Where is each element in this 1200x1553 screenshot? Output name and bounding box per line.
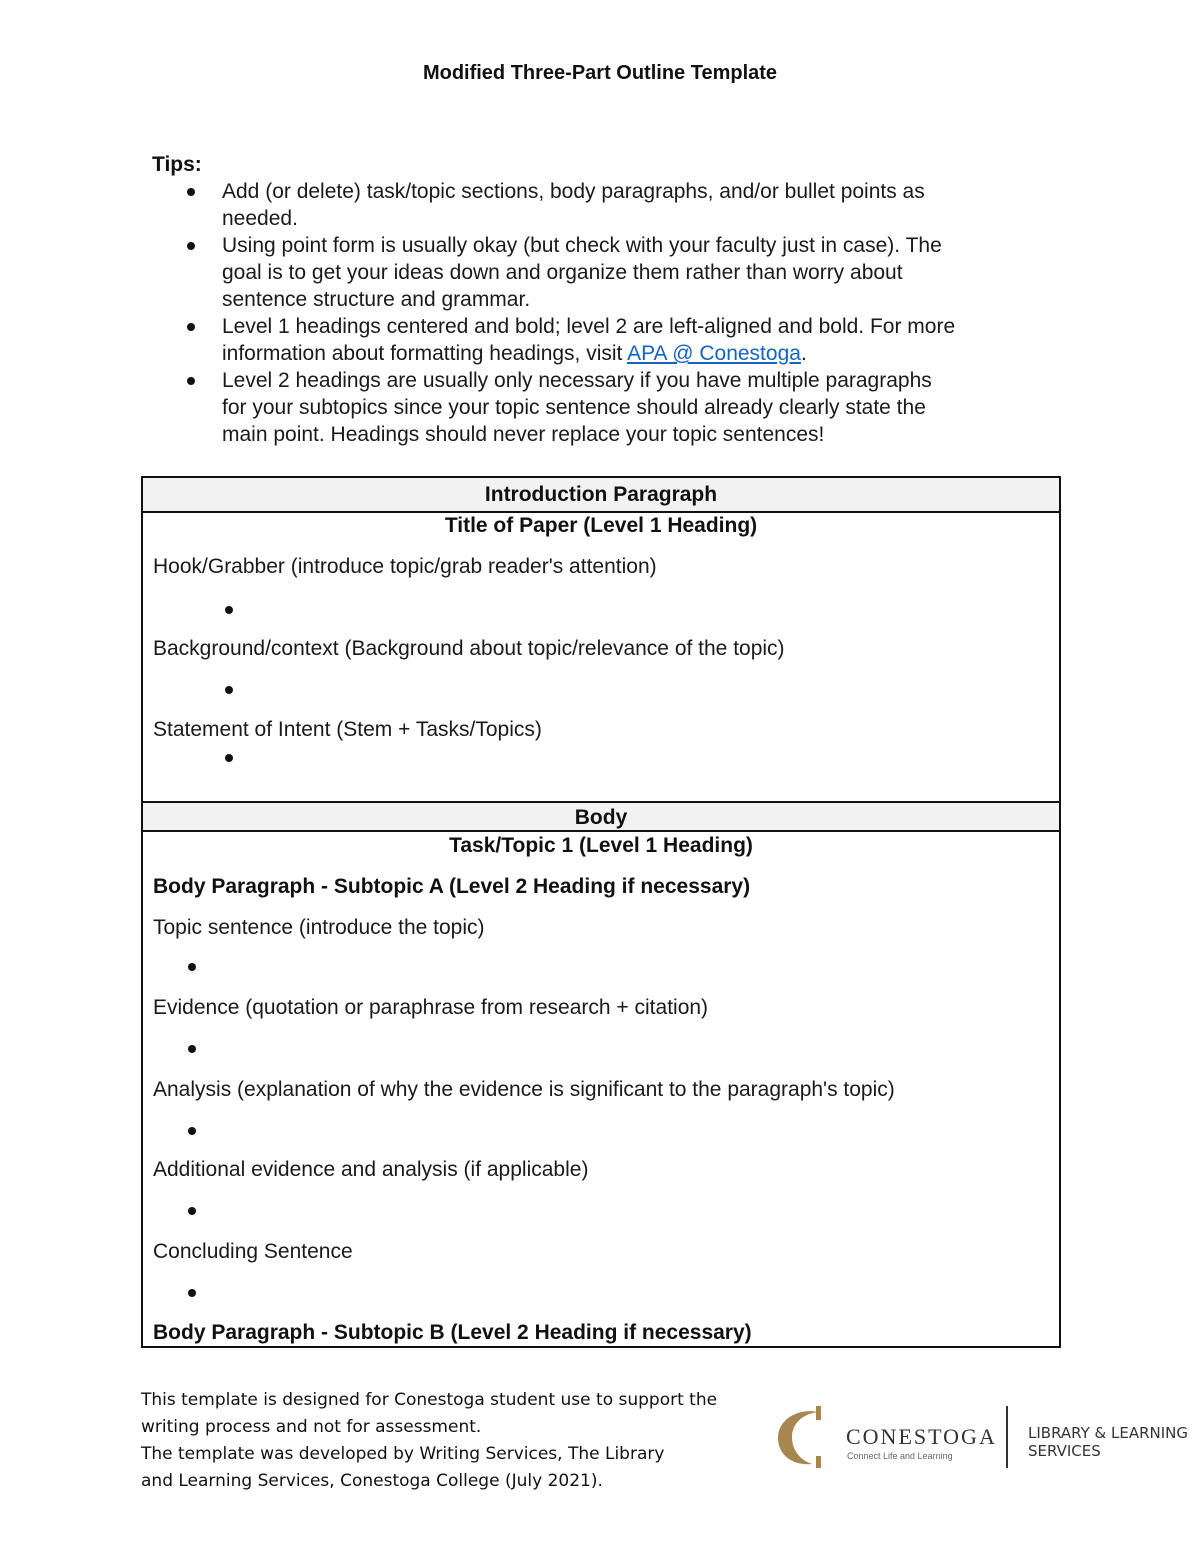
- tip-item: [152, 313, 1052, 367]
- bullet-point: [188, 963, 196, 971]
- conestoga-wordmark: CONESTOGA: [846, 1424, 997, 1449]
- subtopic-b-heading: Body Paragraph - Subtopic B (Level 2 Heading if necessary): [153, 1321, 752, 1344]
- outline-table: [141, 476, 1061, 1348]
- tip-line: Add (or delete) task/topic sections, body paragraphs, and/or bullet points as: [222, 180, 925, 203]
- tip-line: sentence structure and grammar.: [222, 288, 531, 311]
- bullet-point: [188, 1289, 196, 1297]
- evidence-item: Evidence (quotation or paraphrase from research + citation): [153, 996, 709, 1019]
- department-line: LIBRARY & LEARNING: [1028, 1424, 1189, 1442]
- bullet-point: [225, 606, 233, 614]
- body-cell: [143, 832, 1059, 1346]
- body-section-header: Body: [143, 801, 1059, 832]
- conestoga-tagline: Connect Life and Learning: [847, 1451, 953, 1461]
- intro-level1-heading: Title of Paper (Level 1 Heading): [444, 514, 758, 537]
- library-learning-services-label: [1028, 1424, 1188, 1460]
- tips-label: Tips:: [152, 153, 202, 176]
- body-level1-heading: Task/Topic 1 (Level 1 Heading): [449, 834, 753, 857]
- tip-line: Level 1 headings centered and bold; level 2 are left-aligned and bold. For more: [222, 315, 956, 338]
- tips-list: [152, 178, 1052, 448]
- footer-line: writing process and not for assessment.: [141, 1417, 482, 1437]
- tips-section: [152, 151, 1052, 448]
- intro-cell: [143, 513, 1059, 801]
- footer-line: and Learning Services, Conestoga College (July 2021).: [141, 1471, 603, 1491]
- tip-item: [152, 367, 1052, 448]
- hook-item: Hook/Grabber (introduce topic/grab reader's attention): [153, 555, 657, 578]
- statement-of-intent-item: Statement of Intent (Stem + Tasks/Topics): [153, 718, 542, 741]
- tip-item: [152, 232, 1052, 313]
- tip-line: Using point form is usually okay (but check with your faculty just in case). The: [222, 234, 942, 257]
- concluding-sentence-item: Concluding Sentence: [153, 1240, 353, 1263]
- footer-line: This template is designed for Conestoga student use to support the: [141, 1390, 718, 1410]
- apa-conestoga-link[interactable]: APA @ Conestoga: [627, 342, 801, 365]
- tip-line: needed.: [222, 207, 298, 230]
- tip-line: [222, 340, 1052, 367]
- bullet-point: [225, 686, 233, 694]
- tip-line: Level 2 headings are usually only necessary if you have multiple paragraphs: [222, 369, 932, 392]
- tip-line: main point. Headings should never replace your topic sentences!: [222, 423, 825, 446]
- bullet-point: [188, 1127, 196, 1135]
- logo-divider: [1006, 1406, 1008, 1468]
- footer-line: The template was developed by Writing Services, The Library: [141, 1444, 665, 1464]
- conestoga-logo: [770, 1404, 1200, 1474]
- bullet-point: [188, 1207, 196, 1215]
- background-item: Background/context (Background about topic/relevance of the topic): [153, 637, 785, 660]
- bullet-point: [225, 754, 233, 762]
- tip-text: .: [800, 342, 807, 365]
- tip-item: [152, 178, 1052, 232]
- subtopic-a-heading: Body Paragraph - Subtopic A (Level 2 Heading if necessary): [153, 875, 751, 898]
- footer-disclaimer: [141, 1387, 717, 1495]
- tip-text: information about formatting headings, visit: [222, 342, 628, 365]
- tip-line: goal is to get your ideas down and organize them rather than worry about: [222, 261, 903, 284]
- additional-evidence-item: Additional evidence and analysis (if applicable): [153, 1158, 589, 1181]
- department-line: SERVICES: [1028, 1442, 1101, 1460]
- conestoga-c-logo-icon: [770, 1404, 830, 1470]
- intro-section-header: Introduction Paragraph: [143, 478, 1059, 513]
- document-title: Modified Three-Part Outline Template: [422, 62, 778, 84]
- topic-sentence-item: Topic sentence (introduce the topic): [153, 916, 485, 939]
- bullet-point: [188, 1045, 196, 1053]
- tip-line: for your subtopics since your topic sentence should already clearly state the: [222, 396, 926, 419]
- analysis-item: Analysis (explanation of why the evidence is significant to the paragraph's topic): [153, 1078, 895, 1101]
